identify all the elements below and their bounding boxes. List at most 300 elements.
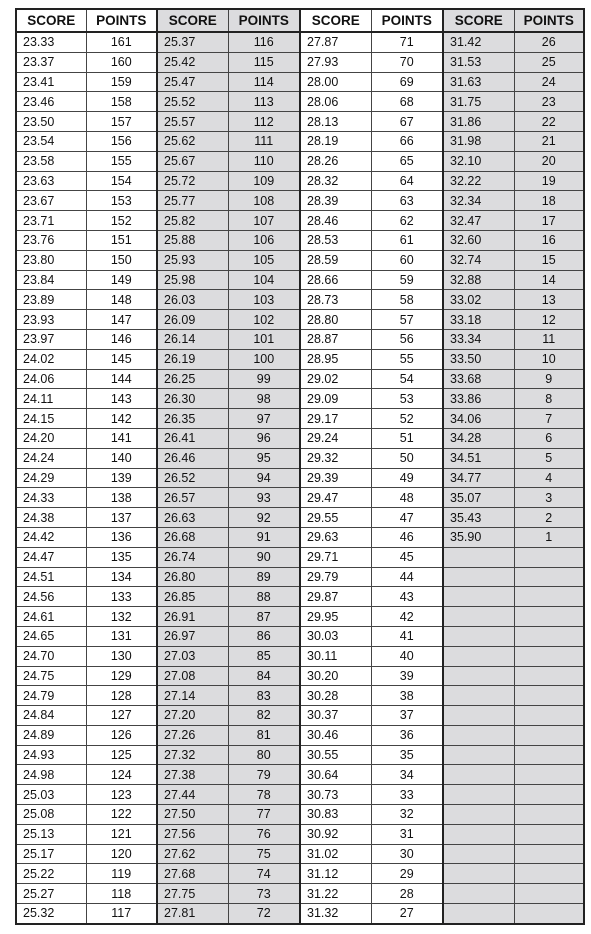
score-cell: 25.52 (157, 92, 228, 112)
score-cell: 24.15 (16, 409, 86, 429)
points-cell: 39 (371, 666, 443, 686)
score-cell: 32.34 (443, 191, 514, 211)
score-cell: 26.30 (157, 389, 228, 409)
header-score-2: SCORE (157, 9, 228, 32)
table-row (16, 745, 584, 765)
score-cell: 27.75 (157, 884, 228, 904)
score-cell: 31.12 (300, 864, 371, 884)
table-row (16, 230, 584, 250)
score-cell: 28.32 (300, 171, 371, 191)
points-cell: 127 (86, 706, 157, 726)
score-cell: 30.03 (300, 626, 371, 646)
score-cell: 31.53 (443, 52, 514, 72)
points-cell: 105 (228, 250, 300, 270)
score-cell (443, 765, 514, 785)
table-row (16, 191, 584, 211)
score-cell: 30.28 (300, 686, 371, 706)
score-cell: 25.77 (157, 191, 228, 211)
points-cell: 3 (514, 488, 584, 508)
score-cell (443, 587, 514, 607)
points-cell: 147 (86, 310, 157, 330)
points-cell: 51 (371, 428, 443, 448)
table-row (16, 607, 584, 627)
points-cell (514, 646, 584, 666)
points-cell (514, 884, 584, 904)
points-cell: 151 (86, 230, 157, 250)
score-cell: 27.93 (300, 52, 371, 72)
score-cell (443, 626, 514, 646)
points-cell: 93 (228, 488, 300, 508)
score-cell: 24.11 (16, 389, 86, 409)
score-cell: 26.46 (157, 448, 228, 468)
points-cell: 116 (228, 32, 300, 52)
points-cell: 18 (514, 191, 584, 211)
table-row (16, 765, 584, 785)
points-cell (514, 765, 584, 785)
score-cell: 28.46 (300, 211, 371, 231)
score-cell: 27.26 (157, 725, 228, 745)
score-cell: 31.42 (443, 32, 514, 52)
score-cell: 29.09 (300, 389, 371, 409)
table-row (16, 488, 584, 508)
score-cell: 26.74 (157, 547, 228, 567)
points-cell: 158 (86, 92, 157, 112)
points-cell: 36 (371, 725, 443, 745)
score-cell: 28.06 (300, 92, 371, 112)
points-cell: 50 (371, 448, 443, 468)
points-cell (514, 666, 584, 686)
points-cell: 142 (86, 409, 157, 429)
points-cell: 27 (371, 904, 443, 924)
points-cell: 17 (514, 211, 584, 231)
table-row (16, 844, 584, 864)
points-cell: 47 (371, 508, 443, 528)
score-cell: 29.71 (300, 547, 371, 567)
score-cell: 23.37 (16, 52, 86, 72)
header-score-4: SCORE (443, 9, 514, 32)
points-cell: 62 (371, 211, 443, 231)
points-cell: 80 (228, 745, 300, 765)
points-cell: 69 (371, 72, 443, 92)
points-cell: 146 (86, 329, 157, 349)
points-cell: 90 (228, 547, 300, 567)
score-cell: 29.17 (300, 409, 371, 429)
points-cell: 19 (514, 171, 584, 191)
points-cell: 111 (228, 131, 300, 151)
points-cell: 160 (86, 52, 157, 72)
score-cell: 33.02 (443, 290, 514, 310)
points-cell: 5 (514, 448, 584, 468)
points-cell: 72 (228, 904, 300, 924)
score-cell: 24.70 (16, 646, 86, 666)
score-cell: 30.73 (300, 785, 371, 805)
score-cell: 27.56 (157, 824, 228, 844)
points-cell: 24 (514, 72, 584, 92)
table-row (16, 250, 584, 270)
points-cell: 145 (86, 349, 157, 369)
points-cell: 38 (371, 686, 443, 706)
table-row (16, 884, 584, 904)
points-cell: 45 (371, 547, 443, 567)
points-cell: 11 (514, 329, 584, 349)
points-cell: 22 (514, 112, 584, 132)
points-cell: 6 (514, 428, 584, 448)
points-cell: 144 (86, 369, 157, 389)
score-cell: 34.51 (443, 448, 514, 468)
table-row (16, 448, 584, 468)
points-cell: 120 (86, 844, 157, 864)
score-cell (443, 805, 514, 825)
points-cell: 103 (228, 290, 300, 310)
score-cell: 24.24 (16, 448, 86, 468)
score-cell: 27.44 (157, 785, 228, 805)
score-cell: 28.00 (300, 72, 371, 92)
points-cell: 32 (371, 805, 443, 825)
score-cell: 28.39 (300, 191, 371, 211)
points-cell: 100 (228, 349, 300, 369)
score-cell: 26.63 (157, 508, 228, 528)
table-row (16, 131, 584, 151)
header-points-3: POINTS (371, 9, 443, 32)
points-cell: 55 (371, 349, 443, 369)
points-cell: 153 (86, 191, 157, 211)
table-row (16, 666, 584, 686)
points-cell: 53 (371, 389, 443, 409)
table-row (16, 72, 584, 92)
points-cell: 56 (371, 329, 443, 349)
score-cell (443, 785, 514, 805)
points-cell: 28 (371, 884, 443, 904)
points-cell: 117 (86, 904, 157, 924)
score-cell: 24.84 (16, 706, 86, 726)
score-cell: 23.84 (16, 270, 86, 290)
points-cell: 125 (86, 745, 157, 765)
points-cell: 115 (228, 52, 300, 72)
score-cell: 31.86 (443, 112, 514, 132)
header-row (16, 9, 584, 32)
points-cell (514, 864, 584, 884)
points-cell: 110 (228, 151, 300, 171)
points-cell: 64 (371, 171, 443, 191)
score-cell: 26.97 (157, 626, 228, 646)
points-cell: 40 (371, 646, 443, 666)
score-cell: 28.80 (300, 310, 371, 330)
points-cell (514, 706, 584, 726)
score-cell: 30.11 (300, 646, 371, 666)
points-cell: 9 (514, 369, 584, 389)
points-cell: 131 (86, 626, 157, 646)
score-cell: 25.47 (157, 72, 228, 92)
points-cell: 87 (228, 607, 300, 627)
table-row (16, 32, 584, 52)
points-cell: 20 (514, 151, 584, 171)
table-row (16, 389, 584, 409)
score-cell: 23.80 (16, 250, 86, 270)
score-cell: 32.10 (443, 151, 514, 171)
points-cell (514, 904, 584, 924)
score-cell: 25.42 (157, 52, 228, 72)
points-cell: 43 (371, 587, 443, 607)
points-cell: 150 (86, 250, 157, 270)
points-cell: 41 (371, 626, 443, 646)
score-cell: 24.47 (16, 547, 86, 567)
score-cell: 27.20 (157, 706, 228, 726)
points-cell: 46 (371, 527, 443, 547)
score-cell: 25.57 (157, 112, 228, 132)
score-cell: 25.88 (157, 230, 228, 250)
score-cell: 29.39 (300, 468, 371, 488)
points-cell: 77 (228, 805, 300, 825)
points-cell: 130 (86, 646, 157, 666)
table-row (16, 92, 584, 112)
table-row (16, 290, 584, 310)
header-points-4: POINTS (514, 9, 584, 32)
score-cell: 24.65 (16, 626, 86, 646)
table-row (16, 587, 584, 607)
score-cell: 33.68 (443, 369, 514, 389)
points-cell: 106 (228, 230, 300, 250)
table-row (16, 211, 584, 231)
score-cell: 24.33 (16, 488, 86, 508)
table-row (16, 646, 584, 666)
score-cell: 30.64 (300, 765, 371, 785)
points-cell: 30 (371, 844, 443, 864)
score-cell: 31.75 (443, 92, 514, 112)
score-cell: 27.38 (157, 765, 228, 785)
points-cell: 73 (228, 884, 300, 904)
score-cell: 33.18 (443, 310, 514, 330)
score-cell: 25.82 (157, 211, 228, 231)
score-cell: 24.98 (16, 765, 86, 785)
points-cell: 155 (86, 151, 157, 171)
score-cell: 26.09 (157, 310, 228, 330)
points-cell: 109 (228, 171, 300, 191)
score-cell: 28.95 (300, 349, 371, 369)
points-cell: 133 (86, 587, 157, 607)
table-row (16, 171, 584, 191)
points-cell: 71 (371, 32, 443, 52)
points-cell: 2 (514, 508, 584, 528)
table-row (16, 428, 584, 448)
points-cell: 14 (514, 270, 584, 290)
score-cell: 27.32 (157, 745, 228, 765)
score-cell: 29.95 (300, 607, 371, 627)
score-cell: 27.68 (157, 864, 228, 884)
points-cell: 75 (228, 844, 300, 864)
score-cell: 33.86 (443, 389, 514, 409)
table-row (16, 725, 584, 745)
score-cell (443, 666, 514, 686)
points-cell: 60 (371, 250, 443, 270)
score-cell (443, 864, 514, 884)
points-cell: 112 (228, 112, 300, 132)
score-cell: 24.61 (16, 607, 86, 627)
score-cell: 28.53 (300, 230, 371, 250)
score-cell: 29.55 (300, 508, 371, 528)
points-cell: 83 (228, 686, 300, 706)
score-cell: 27.14 (157, 686, 228, 706)
points-cell: 97 (228, 409, 300, 429)
score-cell: 27.62 (157, 844, 228, 864)
score-cell: 28.59 (300, 250, 371, 270)
score-cell: 27.08 (157, 666, 228, 686)
score-cell: 27.50 (157, 805, 228, 825)
score-cell: 26.03 (157, 290, 228, 310)
points-cell: 65 (371, 151, 443, 171)
score-cell: 25.67 (157, 151, 228, 171)
points-cell: 48 (371, 488, 443, 508)
score-cell: 32.47 (443, 211, 514, 231)
score-cell: 31.22 (300, 884, 371, 904)
points-cell (514, 686, 584, 706)
points-cell: 149 (86, 270, 157, 290)
score-cell: 26.35 (157, 409, 228, 429)
table-row (16, 329, 584, 349)
points-cell: 118 (86, 884, 157, 904)
score-cell: 24.56 (16, 587, 86, 607)
table-row (16, 468, 584, 488)
score-cell (443, 884, 514, 904)
score-cell: 31.98 (443, 131, 514, 151)
points-cell: 86 (228, 626, 300, 646)
score-cell: 25.62 (157, 131, 228, 151)
score-cell: 25.13 (16, 824, 86, 844)
score-cell: 26.14 (157, 329, 228, 349)
score-cell: 23.46 (16, 92, 86, 112)
score-cell: 23.67 (16, 191, 86, 211)
score-cell: 31.63 (443, 72, 514, 92)
score-cell (443, 607, 514, 627)
score-cell (443, 547, 514, 567)
points-cell: 8 (514, 389, 584, 409)
score-cell: 24.02 (16, 349, 86, 369)
table-row (16, 369, 584, 389)
points-cell: 95 (228, 448, 300, 468)
points-cell: 54 (371, 369, 443, 389)
score-cell: 23.50 (16, 112, 86, 132)
points-cell: 15 (514, 250, 584, 270)
score-cell: 30.92 (300, 824, 371, 844)
points-cell: 138 (86, 488, 157, 508)
score-cell: 28.19 (300, 131, 371, 151)
score-cell: 24.06 (16, 369, 86, 389)
points-cell (514, 824, 584, 844)
score-cell: 23.58 (16, 151, 86, 171)
points-cell: 79 (228, 765, 300, 785)
points-cell: 122 (86, 805, 157, 825)
points-cell: 161 (86, 32, 157, 52)
points-cell: 134 (86, 567, 157, 587)
points-cell: 70 (371, 52, 443, 72)
points-cell: 121 (86, 824, 157, 844)
points-cell: 136 (86, 527, 157, 547)
table-row (16, 52, 584, 72)
score-cell: 23.89 (16, 290, 86, 310)
score-cell: 24.79 (16, 686, 86, 706)
table-row (16, 349, 584, 369)
score-cell: 29.24 (300, 428, 371, 448)
points-cell: 31 (371, 824, 443, 844)
points-cell: 52 (371, 409, 443, 429)
points-cell: 57 (371, 310, 443, 330)
score-cell: 23.97 (16, 329, 86, 349)
score-cell: 23.93 (16, 310, 86, 330)
table-row (16, 686, 584, 706)
points-cell: 143 (86, 389, 157, 409)
score-cell: 23.71 (16, 211, 86, 231)
table-row (16, 112, 584, 132)
score-cell (443, 646, 514, 666)
score-cell: 35.90 (443, 527, 514, 547)
score-cell: 26.19 (157, 349, 228, 369)
score-cell: 26.25 (157, 369, 228, 389)
score-cell: 31.02 (300, 844, 371, 864)
score-cell (443, 567, 514, 587)
points-cell: 82 (228, 706, 300, 726)
score-cell: 29.79 (300, 567, 371, 587)
points-cell: 37 (371, 706, 443, 726)
points-cell: 58 (371, 290, 443, 310)
points-cell: 85 (228, 646, 300, 666)
points-cell: 123 (86, 785, 157, 805)
score-cell: 32.74 (443, 250, 514, 270)
score-cell: 25.22 (16, 864, 86, 884)
score-cell (443, 824, 514, 844)
score-cell: 28.13 (300, 112, 371, 132)
score-table-container (15, 8, 585, 925)
score-cell: 32.22 (443, 171, 514, 191)
table-body (16, 32, 584, 924)
score-cell: 28.26 (300, 151, 371, 171)
points-cell: 129 (86, 666, 157, 686)
table-row (16, 310, 584, 330)
score-cell: 33.34 (443, 329, 514, 349)
score-cell: 24.42 (16, 527, 86, 547)
score-cell: 30.46 (300, 725, 371, 745)
table-row (16, 864, 584, 884)
score-cell: 27.87 (300, 32, 371, 52)
points-cell: 101 (228, 329, 300, 349)
table-row (16, 547, 584, 567)
score-cell: 32.88 (443, 270, 514, 290)
points-cell (514, 745, 584, 765)
score-cell: 23.54 (16, 131, 86, 151)
header-score-1: SCORE (16, 9, 86, 32)
points-cell (514, 805, 584, 825)
score-cell (443, 904, 514, 924)
score-cell: 29.87 (300, 587, 371, 607)
table-row (16, 508, 584, 528)
points-cell: 107 (228, 211, 300, 231)
table-row (16, 567, 584, 587)
table-row (16, 527, 584, 547)
score-cell: 28.73 (300, 290, 371, 310)
points-cell: 96 (228, 428, 300, 448)
table-row (16, 626, 584, 646)
points-cell: 61 (371, 230, 443, 250)
points-cell: 140 (86, 448, 157, 468)
points-cell: 159 (86, 72, 157, 92)
score-cell: 24.20 (16, 428, 86, 448)
points-cell: 88 (228, 587, 300, 607)
score-cell: 30.20 (300, 666, 371, 686)
score-cell: 31.32 (300, 904, 371, 924)
table-row (16, 785, 584, 805)
table-row (16, 904, 584, 924)
score-cell: 25.17 (16, 844, 86, 864)
score-cell: 34.06 (443, 409, 514, 429)
score-cell (443, 844, 514, 864)
